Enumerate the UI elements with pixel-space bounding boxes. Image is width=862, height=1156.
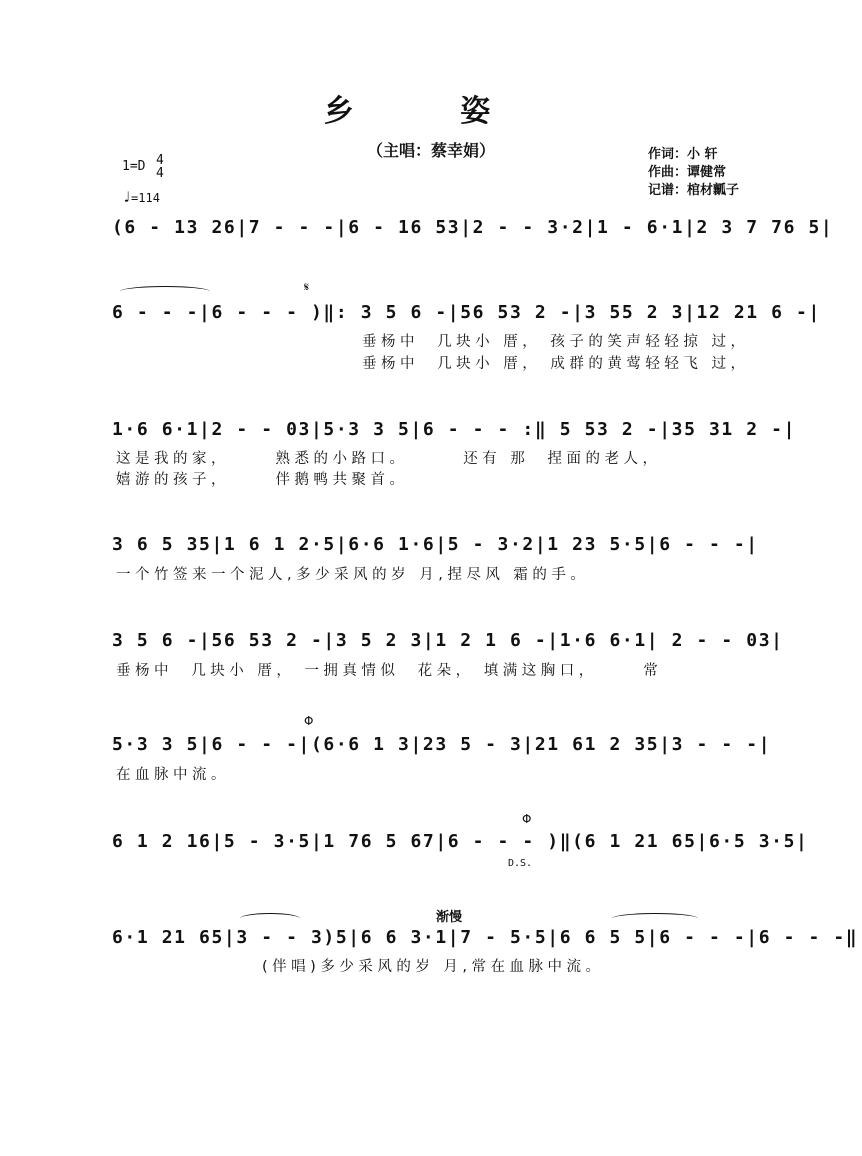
ritardando-marking: 渐慢 [436,910,463,925]
lyric-row-4: 一个竹签来一个泥人,多少采风的岁 月,捏尽风 霜的手。 [116,567,590,583]
notation-row-6: 5·3 3 5|6 - - -|(6·6 1 3|23 5 - 3|21 61 2 35|3 - - -| [112,734,772,755]
key-signature: 1=D [122,159,146,174]
time-signature [156,154,164,180]
coda-icon-2: Φ [522,812,532,826]
lyric-row-8: (伴唱)多少采风的岁 月,常在血脉中流。 [262,959,605,975]
segno-icon: 𝄋 [304,280,310,294]
composer-credit: 作曲：谭健常 [648,165,727,180]
quarter-note-icon: ♩ [122,188,132,206]
transcriber-credit: 记谱：棺材瓤子 [648,183,740,198]
meter-bottom: 4 [156,166,164,181]
notation-row-4: 3 6 5 35|1 6 1 2·5|6·6 1·6|5 - 3·2|1 23 5·5|6 - - -| [112,534,759,555]
meter-top: 4 [156,153,164,168]
lyric-row-3-verse-2: 嬉游的孩子， 伴鹅鸭共聚首。 [116,472,409,488]
lyric-row-2-verse-1: 垂杨中 几块小 厝， 孩子的笑声轻轻掠 过， [116,334,750,350]
notation-row-1: (6 - 13 26|7 - - -|6 - 16 53|2 - - 3·2|1 - 6·1|2 3 7 76 5| [112,217,834,238]
credits-block [648,146,739,200]
coda-icon: Φ [304,714,314,728]
notation-row-7: 6 1 2 16|5 - 3·5|1 76 5 67|6 - - - )‖(6 1 21 65|6·5 3·5| [112,831,809,852]
tempo-marking [122,188,160,206]
dal-segno-marking: D.S. [508,858,533,869]
notation-row-5: 3 5 6 -|56 53 2 -|3 5 2 3|1 2 1 6 -|1·6 6·1| 2 - - 03| [112,630,784,651]
notation-row-8: 6·1 21 65|3 - - 3)5|6 6 3·1|7 - 5·5|6 6 5 5|6 - - -|6 - - -‖ [112,927,859,948]
lyric-row-6: 在血脉中流。 [116,767,230,783]
lyricist-credit: 作词：小 轩 [648,147,718,162]
tie-arc [120,286,210,297]
tempo-value: =114 [131,191,160,205]
lyric-row-3-verse-1: 这是我的家， 熟悉的小路口。 还有 那 捏面的老人， [116,451,662,467]
lyric-row-2-verse-2: 垂杨中 几块小 厝， 成群的黄莺轻轻飞 过， [116,356,750,372]
singer-line: （主唱：蔡幸娟） [366,141,495,160]
notation-row-2: 6 - - -|6 - - - )‖: 3 5 6 -|56 53 2 -|3 55 2 3|12 21 6 -| [112,302,821,323]
notation-row-3: 1·6 6·1|2 - - 03|5·3 3 5|6 - - - :‖ 5 53 2 -|35 31 2 -| [112,419,797,440]
song-title: 乡 姿 [323,94,539,129]
lyric-row-5: 垂杨中 几块小 厝， 一拥真情似 花朵， 填满这胸口， 常 [116,663,663,679]
